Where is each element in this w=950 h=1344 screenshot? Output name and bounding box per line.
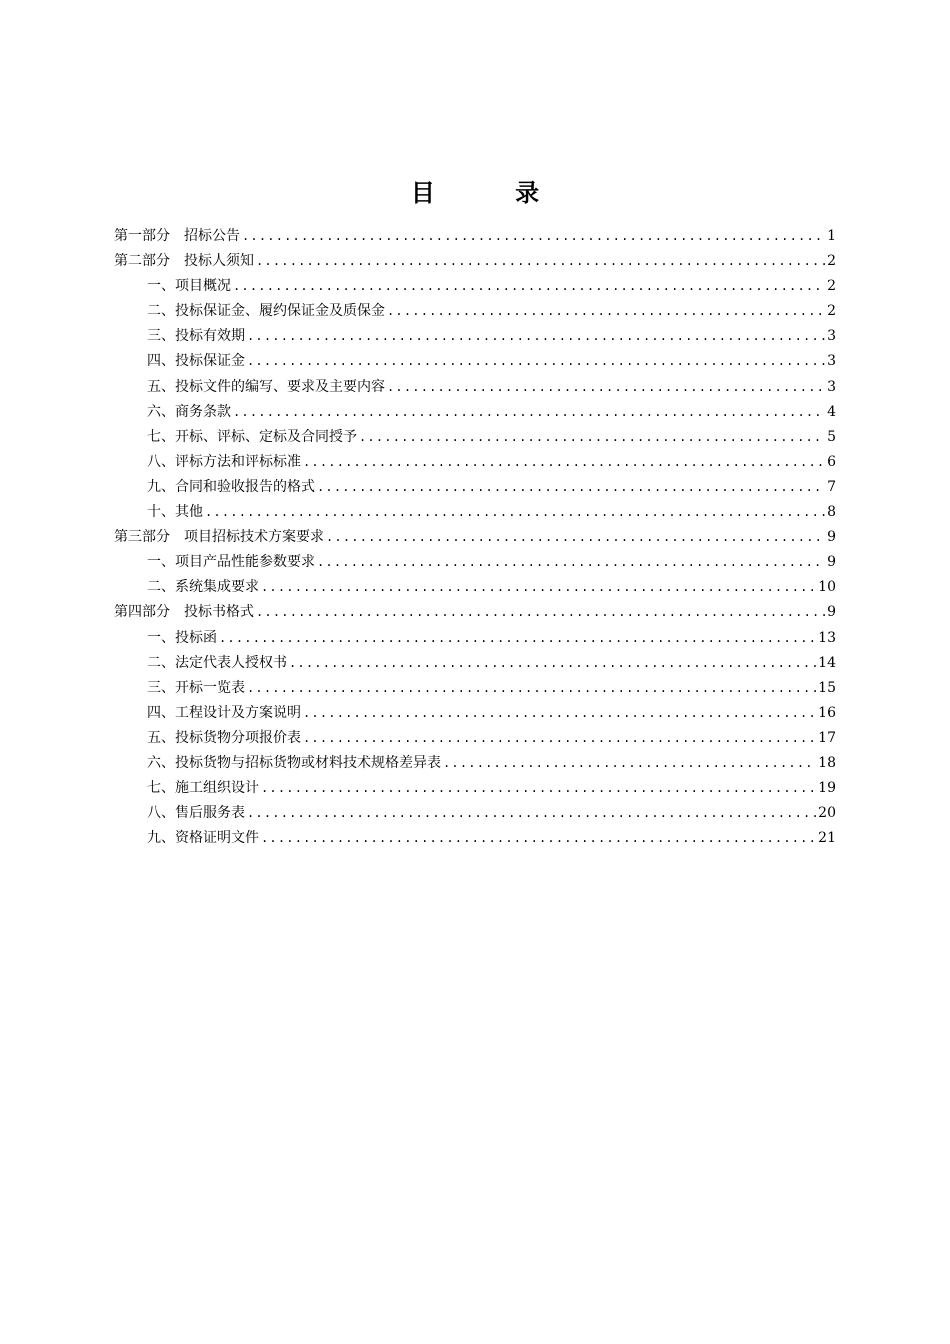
toc-entry-text: 九、合同和验收报告的格式: [147, 478, 315, 495]
toc-entry[interactable]: [114, 224, 836, 249]
toc-page-number: 7: [827, 478, 836, 495]
toc-dot-leader: [359, 425, 825, 450]
toc-entry[interactable]: [114, 400, 836, 425]
toc-entry-text: 二、投标保证金、履约保证金及质保金: [147, 303, 385, 320]
toc-entry[interactable]: [114, 500, 836, 525]
toc-page-number: 17: [818, 729, 836, 746]
toc-entry[interactable]: [114, 726, 836, 751]
toc-entry-text: 八、评标方法和评标标准: [147, 453, 301, 470]
toc-dot-leader: [261, 575, 816, 600]
toc-list: [114, 224, 836, 851]
toc-entry[interactable]: [114, 425, 836, 450]
toc-entry[interactable]: [114, 600, 836, 625]
toc-page-number: 15: [818, 679, 836, 696]
toc-entry[interactable]: [114, 375, 836, 400]
toc-dot-leader: [303, 726, 816, 751]
toc-entry-text: 一、项目概况: [147, 278, 231, 295]
toc-page-number: 4: [827, 403, 836, 420]
toc-page-number: 10: [818, 579, 836, 596]
toc-page-number: 16: [818, 704, 836, 721]
toc-page-number: 2: [827, 253, 836, 270]
toc-page-number: 3: [827, 328, 836, 345]
toc-dot-leader: [387, 375, 825, 400]
toc-page-number: 14: [818, 654, 836, 671]
toc-page-number: 19: [818, 780, 836, 797]
toc-dot-leader: [261, 776, 816, 801]
toc-dot-leader: [233, 274, 825, 299]
toc-page-number: 6: [827, 453, 836, 470]
toc-dot-leader: [247, 676, 816, 701]
toc-entry[interactable]: [114, 701, 836, 726]
toc-page-number: 2: [827, 303, 836, 320]
toc-dot-leader: [256, 600, 825, 625]
toc-dot-leader: [256, 249, 825, 274]
toc-dot-leader: [261, 826, 816, 851]
toc-dot-leader: [219, 626, 816, 651]
toc-title: 目 录: [410, 178, 576, 207]
toc-page-number: 8: [827, 504, 836, 521]
toc-entry-text: 八、售后服务表: [147, 805, 245, 822]
toc-dot-leader: [242, 224, 825, 249]
toc-entry-text: 十、其他: [147, 504, 203, 521]
toc-dot-leader: [289, 651, 816, 676]
toc-page-number: 9: [827, 529, 836, 546]
toc-entry-text: 六、商务条款: [147, 403, 231, 420]
toc-entry[interactable]: [114, 826, 836, 851]
toc-entry-text: 五、投标文件的编写、要求及主要内容: [147, 378, 385, 395]
toc-entry[interactable]: [114, 475, 836, 500]
toc-entry[interactable]: [114, 299, 836, 324]
toc-entry[interactable]: [114, 525, 836, 550]
toc-page-number: 2: [827, 278, 836, 295]
toc-entry[interactable]: [114, 776, 836, 801]
toc-entry[interactable]: [114, 651, 836, 676]
toc-entry-text: 二、法定代表人授权书: [147, 654, 287, 671]
toc-page-number: 3: [827, 353, 836, 370]
toc-entry[interactable]: [114, 324, 836, 349]
toc-entry-text: 七、开标、评标、定标及合同授予: [147, 428, 357, 445]
toc-page-number: 13: [818, 629, 836, 646]
toc-page-number: 9: [827, 554, 836, 571]
toc-dot-leader: [443, 751, 816, 776]
toc-entry[interactable]: [114, 550, 836, 575]
toc-page-number: 21: [818, 830, 836, 847]
toc-page-number: 9: [827, 604, 836, 621]
toc-entry-text: 四、工程设计及方案说明: [147, 704, 301, 721]
toc-page-number: 20: [818, 805, 836, 822]
toc-entry-text: 七、施工组织设计: [147, 780, 259, 797]
toc-entry[interactable]: [114, 450, 836, 475]
toc-entry[interactable]: [114, 626, 836, 651]
toc-entry-text: 第一部分 招标公告: [114, 228, 240, 244]
toc-entry-text: 一、投标函: [147, 629, 217, 646]
toc-dot-leader: [303, 701, 816, 726]
toc-entry[interactable]: [114, 575, 836, 600]
toc-entry-text: 九、资格证明文件: [147, 830, 259, 847]
toc-entry[interactable]: [114, 274, 836, 299]
toc-dot-leader: [387, 299, 825, 324]
toc-dot-leader: [233, 400, 825, 425]
toc-entry-text: 三、开标一览表: [147, 679, 245, 696]
toc-entry-text: 六、投标货物与招标货物或材料技术规格差异表: [147, 754, 441, 771]
toc-dot-leader: [317, 475, 825, 500]
toc-page-number: 1: [827, 228, 836, 244]
toc-entry-text: 第三部分 项目招标技术方案要求: [114, 529, 324, 546]
toc-dot-leader: [326, 525, 825, 550]
toc-dot-leader: [247, 349, 825, 374]
toc-entry-text: 二、系统集成要求: [147, 579, 259, 596]
toc-page-number: 18: [818, 754, 836, 771]
toc-dot-leader: [247, 801, 816, 826]
toc-dot-leader: [303, 450, 825, 475]
toc-entry[interactable]: [114, 249, 836, 274]
toc-dot-leader: [247, 324, 825, 349]
toc-entry-text: 三、投标有效期: [147, 328, 245, 345]
toc-entry-text: 第二部分 投标人须知: [114, 253, 254, 270]
toc-entry-text: 五、投标货物分项报价表: [147, 729, 301, 746]
toc-entry[interactable]: [114, 801, 836, 826]
toc-page-number: 5: [827, 428, 836, 445]
toc-entry-text: 第四部分 投标书格式: [114, 604, 254, 621]
toc-dot-leader: [205, 500, 825, 525]
toc-page-number: 3: [827, 378, 836, 395]
toc-entry-text: 四、投标保证金: [147, 353, 245, 370]
toc-entry-text: 一、项目产品性能参数要求: [147, 554, 315, 571]
toc-entry[interactable]: [114, 751, 836, 776]
toc-dot-leader: [317, 550, 825, 575]
toc-entry[interactable]: [114, 676, 836, 701]
toc-entry[interactable]: [114, 349, 836, 374]
